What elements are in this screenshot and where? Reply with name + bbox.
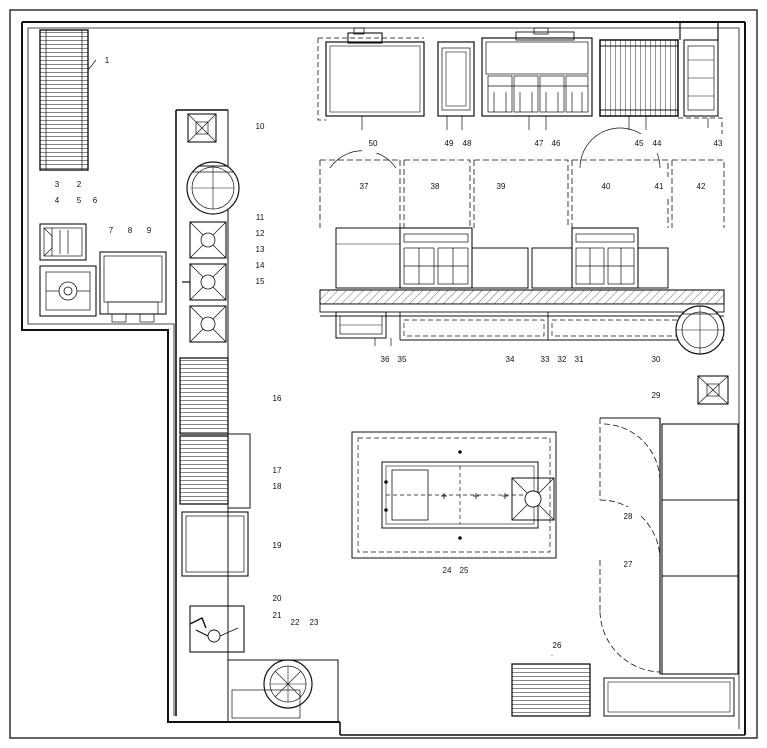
callout-tag-label: 46 — [545, 134, 567, 153]
callout-tag-label: 3 — [46, 175, 68, 194]
callout-tag-label: 28 — [617, 507, 639, 526]
callout-tag-label: 25 — [453, 561, 475, 580]
callout-tag-label: 33 — [534, 350, 556, 369]
callout-tag-label: 11 — [249, 208, 271, 227]
callout-tag-label: 10 — [249, 117, 271, 136]
callout-tag-label: 18 — [266, 477, 288, 496]
callout-tag-label: 24 — [436, 561, 458, 580]
callout-tag-label: 15 — [249, 272, 271, 291]
callout-tag-label: 34 — [499, 350, 521, 369]
callout-tag-label: 49 — [438, 134, 460, 153]
callout-tag-label: 22 — [284, 613, 306, 632]
callout-tag-label: 1 — [96, 51, 118, 70]
callout-tag-label: 6 — [84, 191, 106, 210]
callout-tag-label: 7 — [100, 221, 122, 240]
callout-tag-label: 2 — [68, 175, 90, 194]
callout-tag-label: 29 — [645, 386, 667, 405]
callout-tag-label: 17 — [266, 461, 288, 480]
callout-tag-label: 13 — [249, 240, 271, 259]
callout-tag-label: 23 — [303, 613, 325, 632]
callout-tag-label: 38 — [424, 177, 446, 196]
callout-tag-label: 40 — [595, 177, 617, 196]
callout-tag-label: 8 — [119, 221, 141, 240]
callout-tag-label: 45 — [628, 134, 650, 153]
callout-tag-label: 16 — [266, 389, 288, 408]
callout-tag-label: 36 — [374, 350, 396, 369]
callout-tag-label: 31 — [568, 350, 590, 369]
callout-tag-label: 27 — [617, 555, 639, 574]
callout-tag-label: 9 — [138, 221, 160, 240]
callout-tag-label: 44 — [646, 134, 668, 153]
callout-tag-label: 42 — [690, 177, 712, 196]
callout-tag-label: 32 — [551, 350, 573, 369]
callout-tag-label: 12 — [249, 224, 271, 243]
callout-tag-label: 5 — [68, 191, 90, 210]
callout-tag-label: 48 — [456, 134, 478, 153]
callout-tag-label: 50 — [362, 134, 384, 153]
callout-tag-label: 35 — [391, 350, 413, 369]
callout-tag-label: 47 — [528, 134, 550, 153]
callout-tag-label: 37 — [353, 177, 375, 196]
callout-tag-label: 39 — [490, 177, 512, 196]
callout-tag-label: 4 — [46, 191, 68, 210]
callout-tag-label: 21 — [266, 606, 288, 625]
callout-tag-label: 30 — [645, 350, 667, 369]
callout-tag-label: 43 — [707, 134, 729, 153]
callout-tag-label: 20 — [266, 589, 288, 608]
callout-tag-label: 14 — [249, 256, 271, 275]
callout-tag-label: 19 — [266, 536, 288, 555]
callout-tag-label: 41 — [648, 177, 670, 196]
callout-tag-label: 26 — [546, 636, 568, 655]
